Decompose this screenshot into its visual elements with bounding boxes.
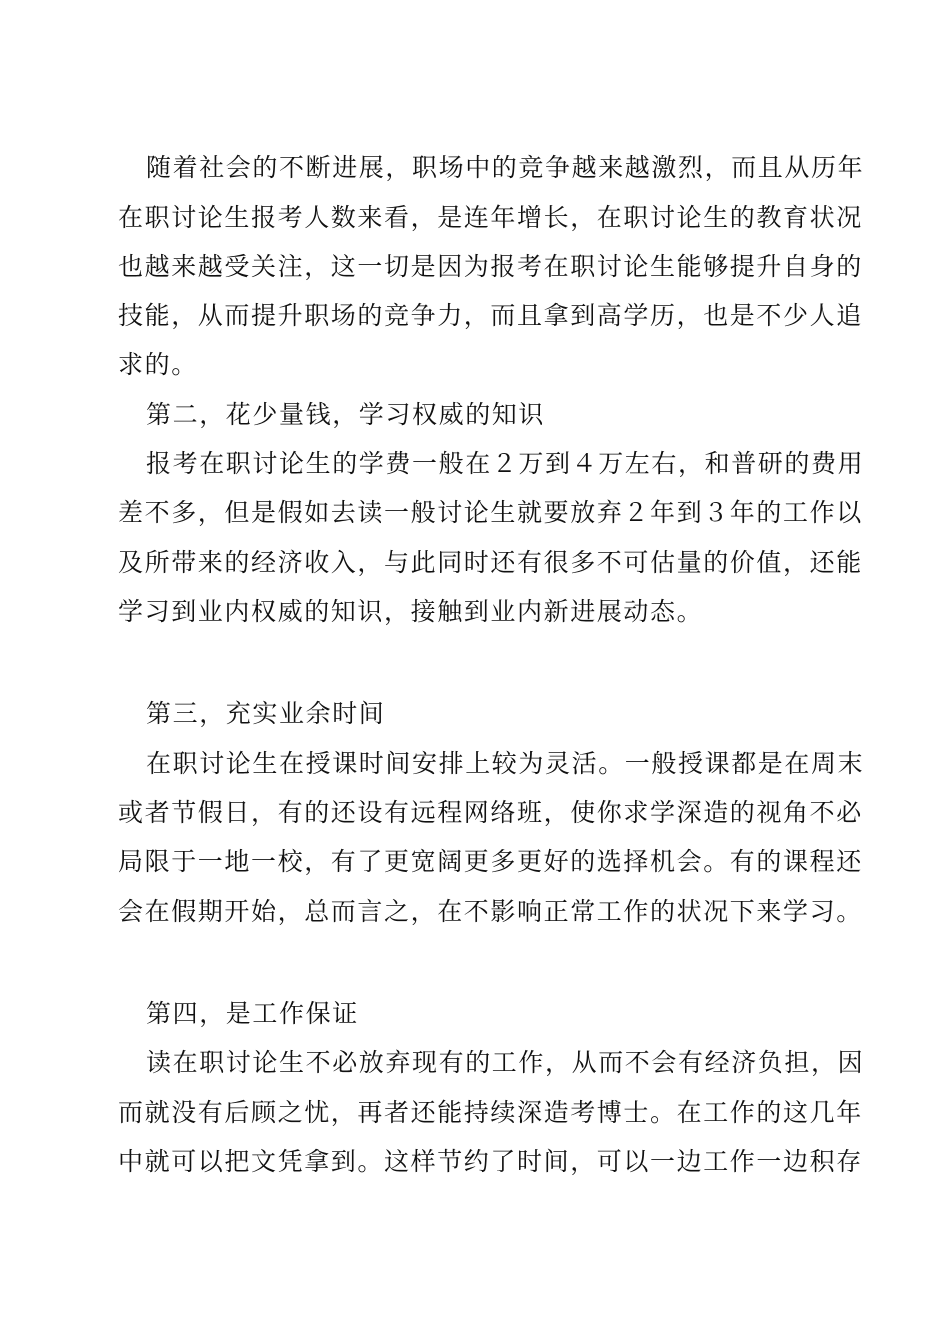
paragraph-1-line-1: 随着社会的不断进展，职场中的竞争越来越激烈，而且从历年 [146, 153, 865, 182]
paragraph-3-line-2: 或者节假日，有的还设有远程网络班，使你求学深造的视角不必 [118, 798, 863, 827]
paragraph-2-line-4: 学习到业内权威的知识，接触到业内新进展动态。 [118, 597, 704, 626]
paragraph-2-line-2: 差不多，但是假如去读一般讨论生就要放弃２年到３年的工作以 [118, 498, 863, 527]
paragraph-1-line-2: 在职讨论生报考人数来看，是连年增长，在职讨论生的教育状况 [118, 203, 863, 232]
paragraph-1-line-5: 求的。 [118, 350, 198, 379]
paragraph-4-line-1: 读在职讨论生不必放弃现有的工作，从而不会有经济负担，因 [146, 1048, 865, 1077]
paragraph-1-line-4: 技能，从而提升职场的竞争力，而且拿到高学历，也是不少人追 [118, 301, 863, 330]
paragraph-3-line-3: 局限于一地一校，有了更宽阔更多更好的选择机会。有的课程还 [118, 847, 863, 876]
paragraph-3-line-1: 在职讨论生在授课时间安排上较为灵活。一般授课都是在周末 [146, 749, 865, 778]
paragraph-4-line-3: 中就可以把文凭拿到。这样节约了时间，可以一边工作一边积存 [118, 1147, 863, 1176]
section-heading-3: 第三，充实业余时间 [146, 699, 386, 728]
paragraph-1-line-3: 也越来越受关注，这一切是因为报考在职讨论生能够提升自身的 [118, 252, 863, 281]
paragraph-3-line-4: 会在假期开始，总而言之，在不影响正常工作的状况下来学习。 [118, 897, 863, 926]
paragraph-4-line-2: 而就没有后顾之忧，再者还能持续深造考博士。在工作的这几年 [118, 1098, 863, 1127]
paragraph-2-line-3: 及所带来的经济收入，与此同时还有很多不可估量的价值，还能 [118, 548, 863, 577]
section-heading-4: 第四，是工作保证 [146, 999, 359, 1028]
paragraph-2-line-1: 报考在职讨论生的学费一般在２万到４万左右，和普研的费用 [146, 449, 865, 478]
section-heading-2: 第二，花少量钱，学习权威的知识 [146, 400, 546, 429]
